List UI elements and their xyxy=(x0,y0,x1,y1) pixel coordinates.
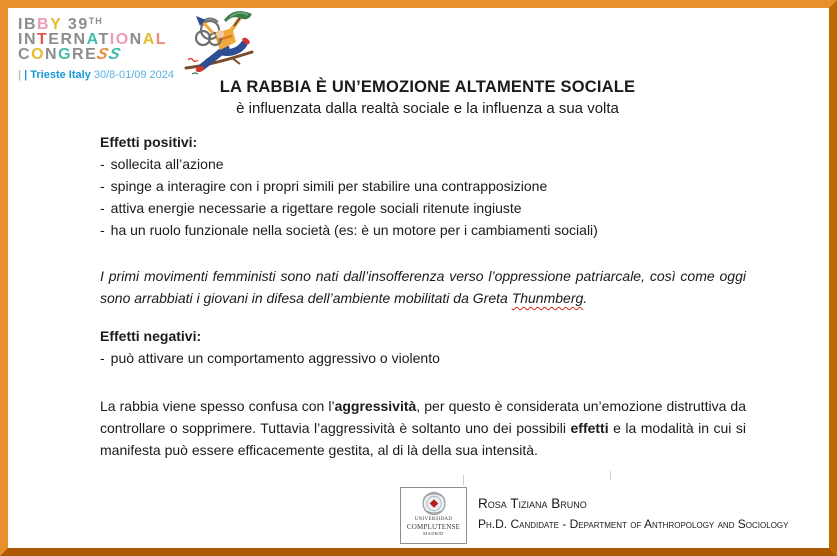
title-block xyxy=(8,78,829,117)
congress-mascot-illustration xyxy=(182,6,256,80)
slide-title: LA RABBIA È UN’EMOZIONE ALTAMENTE SOCIALE xyxy=(219,78,636,96)
positive-item xyxy=(100,197,746,219)
red-squiggle xyxy=(188,59,198,62)
tagline-bar: | xyxy=(24,69,28,81)
tagline-dates: 30/8-01/09 2024 xyxy=(93,69,175,81)
logo-line-1 xyxy=(18,14,174,32)
negative-item xyxy=(100,347,746,369)
ucm-text-universidad: UNIVERSIDAD xyxy=(414,517,453,522)
bullet-dash: - xyxy=(100,178,105,194)
misspelled-word: Thunmberg xyxy=(511,290,584,306)
positive-item xyxy=(100,219,746,241)
feminist-movements-quote xyxy=(100,265,746,309)
quote-period: . xyxy=(583,290,588,306)
ucm-text-complutense: COMPLUTENSE xyxy=(406,523,461,531)
positive-item-text: spinge a interagire con i propri simili per stabilire una contrapposizione xyxy=(110,178,548,194)
ibby-congress-logo xyxy=(18,14,174,83)
logo-letters-1-sup: TH xyxy=(88,16,103,26)
ucm-crest-icon xyxy=(415,490,453,517)
bullet-dash: - xyxy=(100,156,105,172)
ucm-text-madrid: MADRID xyxy=(423,531,444,536)
closing-text: e la modalità in cui si manifesta può essere efficacemente gestita, al di là della sua intensità. xyxy=(100,420,747,458)
tagline-bar: | xyxy=(18,69,22,81)
positive-item-text: ha un ruolo funzionale nella società (es: è un motore per i cambiamenti sociali) xyxy=(110,222,598,238)
tagline-place: Trieste Italy xyxy=(30,69,91,81)
positive-item xyxy=(100,153,746,175)
quote-text: I primi movimenti femministi sono nati dall’insofferenza verso l’oppressione patriarcale, così come oggi sono arrabbiati i giovani in difesa dell’ambiente mobilitati da Greta xyxy=(100,268,746,306)
closing-text: La rabbia viene spesso confusa con l’ xyxy=(100,398,335,414)
bullet-dash: - xyxy=(100,350,105,366)
closing-paragraph xyxy=(100,395,746,461)
author-name: Rosa Tiziana Bruno xyxy=(478,496,587,511)
closing-text: , per questo è considerata un’emozione distruttiva da controllare o sopprimere. Tuttavia l’aggressività è soltanto uno dei possibili xyxy=(100,398,746,436)
author-role: Ph.D. Candidate - Department of Anthropology and Sociology xyxy=(478,517,789,531)
author-signature xyxy=(478,493,789,535)
body-text xyxy=(100,131,746,461)
logo-line-3: CONGRESS xyxy=(18,46,125,63)
logo-letters-1: IBBY 39 xyxy=(18,16,89,33)
bold-word-effetti: effetti xyxy=(570,420,609,436)
positive-item-text: attiva energie necessarie a rigettare regole sociali ritenute ingiuste xyxy=(110,200,522,216)
green-squiggle xyxy=(192,73,198,74)
negative-item-text: può attivare un comportamento aggressivo o violento xyxy=(110,350,440,366)
logo-line-2: INTERNATIONAL xyxy=(18,31,168,48)
bold-word-aggressivita: aggressività xyxy=(334,398,417,414)
table-cell-tick xyxy=(463,475,464,485)
mascot-face xyxy=(216,30,224,38)
negative-effects-heading: Effetti negativi: xyxy=(100,328,202,344)
positive-item xyxy=(100,175,746,197)
table-cell-tick xyxy=(610,471,611,480)
bullet-dash: - xyxy=(100,200,105,216)
slide-subtitle: è influenzata dalla realtà sociale e la influenza a sua volta xyxy=(236,100,619,117)
positive-item-text: sollecita all’azione xyxy=(110,156,224,172)
positive-effects-heading: Effetti positivi: xyxy=(100,134,198,150)
ucm-logo-box xyxy=(400,487,467,544)
bullet-dash: - xyxy=(100,222,105,238)
